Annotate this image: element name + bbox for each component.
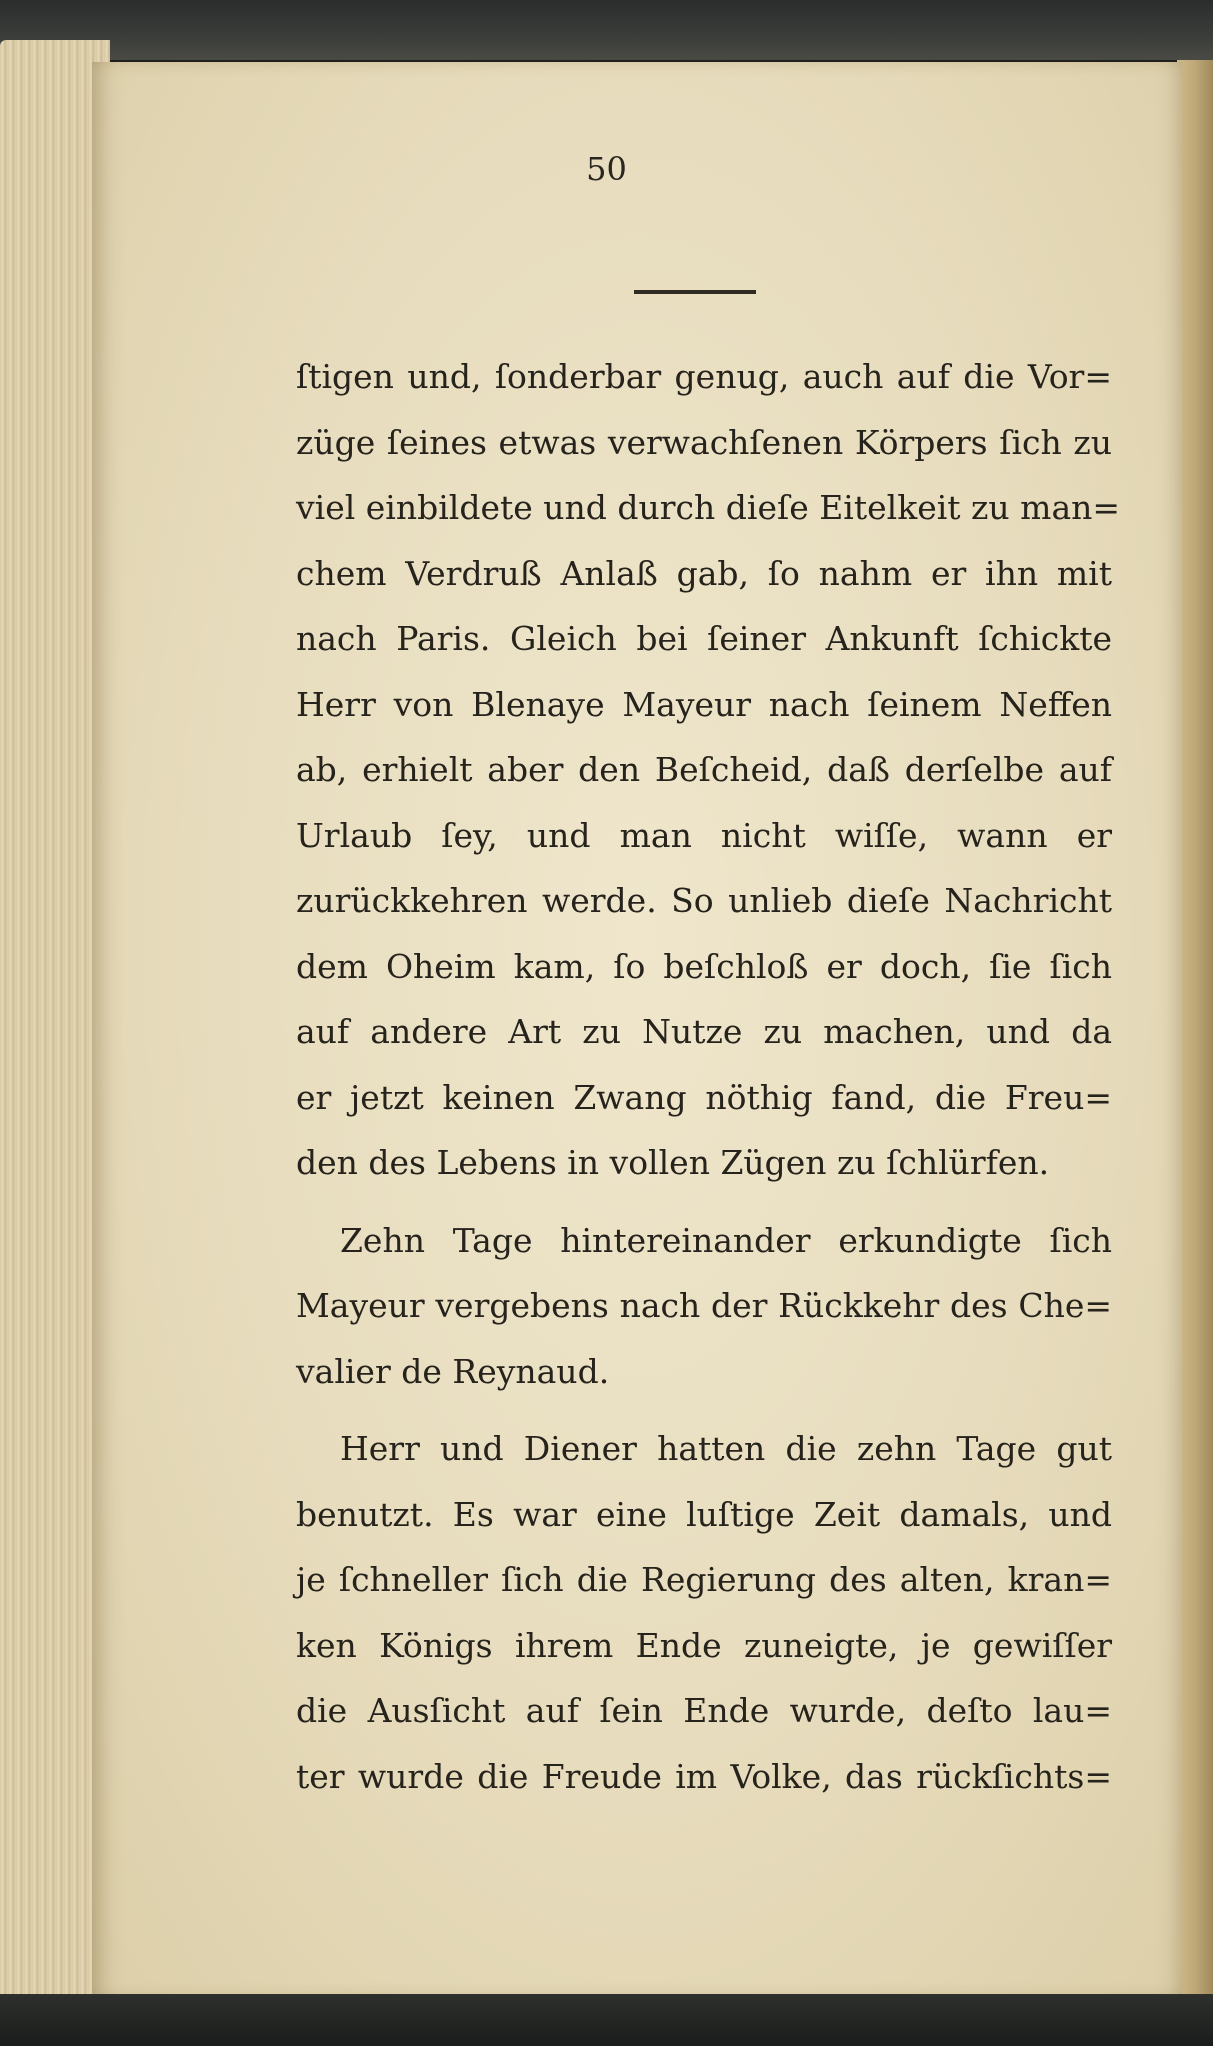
text-line: Zehn Tage hintereinander erkundigte ſich xyxy=(340,1220,1112,1260)
paragraph xyxy=(296,1208,1112,1405)
page-number: 50 xyxy=(586,150,627,188)
text-line: Mayeur vergebens nach der Rückkehr des Che= xyxy=(296,1286,1112,1325)
text-line: den des Lebens in vollen Zügen zu ſchlürfen. xyxy=(296,1143,1050,1182)
text-line: auf andere Art zu Nutze zu machen, und da xyxy=(296,1012,1112,1051)
text-line: Herr von Blenaye Mayeur nach ſeinem Neffen xyxy=(296,684,1112,724)
book-cover-top-edge xyxy=(0,0,1213,60)
text-line: valier de Reynaud. xyxy=(296,1351,610,1391)
paragraph-gap xyxy=(296,1196,1112,1208)
text-line: ab, erhielt aber den Beſcheid, daß derſelbe auf xyxy=(296,750,1112,789)
text-line: ſtigen und, ſonderbar genug, auch auf die Vor= xyxy=(296,357,1112,396)
header-rule xyxy=(634,290,756,294)
text-line: ken Königs ihrem Ende zuneigte, je gewiſſer xyxy=(296,1625,1112,1665)
text-line: nach Paris. Gleich bei ſeiner Ankunft ſchickte xyxy=(296,619,1112,658)
book-cover-bottom-edge xyxy=(0,1994,1213,2046)
gutter-edge xyxy=(1177,60,1213,2000)
paragraph-gap xyxy=(296,1404,1112,1416)
text-line: chem Verdruß Anlaß gab, ſo nahm er ihn mit xyxy=(296,553,1112,593)
text-line: benutzt. Es war eine luſtige Zeit damals, und xyxy=(296,1494,1112,1534)
text-line: ter wurde die Freude im Volke, das rückſichts= xyxy=(296,1756,1112,1796)
paragraph xyxy=(296,1416,1112,1809)
paragraph xyxy=(296,344,1121,1196)
text-line: Urlaub ſey, und man nicht wiſſe, wann er xyxy=(296,815,1112,855)
text-line: dem Oheim kam, ſo beſchloß er doch, ſie ſich xyxy=(296,946,1112,986)
text-line: viel einbildete und durch dieſe Eitelkeit zu man= xyxy=(296,488,1121,527)
text-line: züge ſeines etwas verwachſenen Körpers ſich zu xyxy=(296,422,1112,462)
text-line: zurückkehren werde. So unlieb dieſe Nachricht xyxy=(296,881,1112,920)
body-text xyxy=(296,344,1121,1809)
text-line: die Ausſicht auf ſein Ende wurde, deſto lau= xyxy=(296,1691,1112,1730)
text-line: Herr und Diener hatten die zehn Tage gut xyxy=(340,1429,1112,1468)
text-line: er jetzt keinen Zwang nöthig fand, die Freu= xyxy=(296,1077,1112,1117)
text-line: je ſchneller ſich die Regierung des alten, kran= xyxy=(296,1560,1112,1599)
